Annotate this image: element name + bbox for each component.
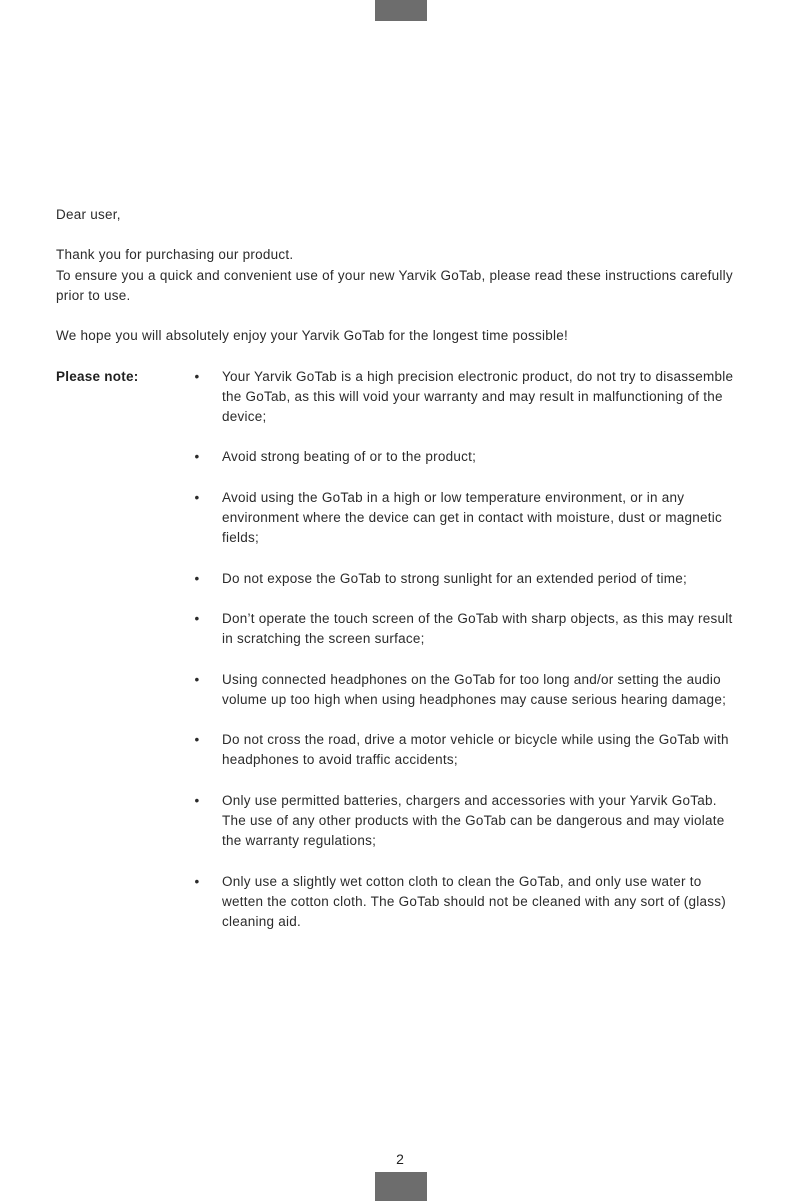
bullet-icon: • <box>194 792 200 808</box>
list-item-text: Do not cross the road, drive a motor vehicle or bicycle while using the GoTab with headphones to avoid traffic accidents; <box>222 732 729 768</box>
list-item-text: Your Yarvik GoTab is a high precision electronic product, do not try to disassemble the GoTab, as this will void your warranty and may result in malfunctioning of the device; <box>222 368 734 424</box>
bullet-icon: • <box>194 449 200 465</box>
thanks-line: Thank you for purchasing our product. <box>56 247 294 263</box>
hope-paragraph: We hope you will absolutely enjoy your Yarvik GoTab for the longest time possible! <box>56 328 569 344</box>
bullet-icon: • <box>194 368 200 384</box>
letter-body <box>56 205 746 952</box>
list-item <box>194 488 742 549</box>
greeting: Dear user, <box>56 207 121 222</box>
thanks-line: To ensure you a quick and convenient use of your new Yarvik GoTab, please read these instructions carefully <box>56 267 733 283</box>
note-section <box>56 367 746 933</box>
list-item-text: Avoid strong beating of or to the product; <box>222 449 477 465</box>
bullet-icon: • <box>194 610 200 626</box>
bullet-icon: • <box>194 732 200 748</box>
bullet-icon: • <box>194 570 200 586</box>
list-item-text: Do not expose the GoTab to strong sunlight for an extended period of time; <box>222 570 688 586</box>
page-number: 2 <box>396 1151 404 1167</box>
list-item <box>194 670 742 710</box>
list-item <box>194 791 742 852</box>
list-item-text: Avoid using the GoTab in a high or low temperature environment, or in any environment where the device can get in contact with moisture, dust or magnetic fields; <box>222 489 722 546</box>
list-item <box>194 367 742 428</box>
page-tab-top <box>375 0 427 21</box>
list-item <box>194 872 742 933</box>
thanks-line: prior to use. <box>56 287 131 303</box>
bullet-icon: • <box>194 671 200 687</box>
list-item-text: Only use a slightly wet cotton cloth to clean the GoTab, and only use water to wetten the cotton cloth. The GoTab should not be cleaned with any sort of (glass) cleaning aid. <box>222 873 727 929</box>
list-item-text: Don’t operate the touch screen of the GoTab with sharp objects, as this may result in scratching the screen surface; <box>222 610 733 647</box>
page-tab-bottom <box>375 1172 427 1201</box>
note-label: Please note: <box>56 368 139 384</box>
list-item <box>194 609 742 649</box>
list-item <box>194 447 742 467</box>
list-item <box>194 730 742 770</box>
bullet-icon: • <box>194 873 200 889</box>
bullet-icon: • <box>194 489 200 505</box>
list-item <box>194 569 742 589</box>
thanks-paragraph <box>56 245 746 306</box>
note-list <box>194 367 742 933</box>
list-item-text: Using connected headphones on the GoTab for too long and/or setting the audio volume up too high when using headphones may cause serious hearing damage; <box>222 671 727 707</box>
list-item-text: Only use permitted batteries, chargers and accessories with your Yarvik GoTab. The use of any other products with the GoTab can be dangerous and may violate the warranty regulations; <box>222 792 725 849</box>
